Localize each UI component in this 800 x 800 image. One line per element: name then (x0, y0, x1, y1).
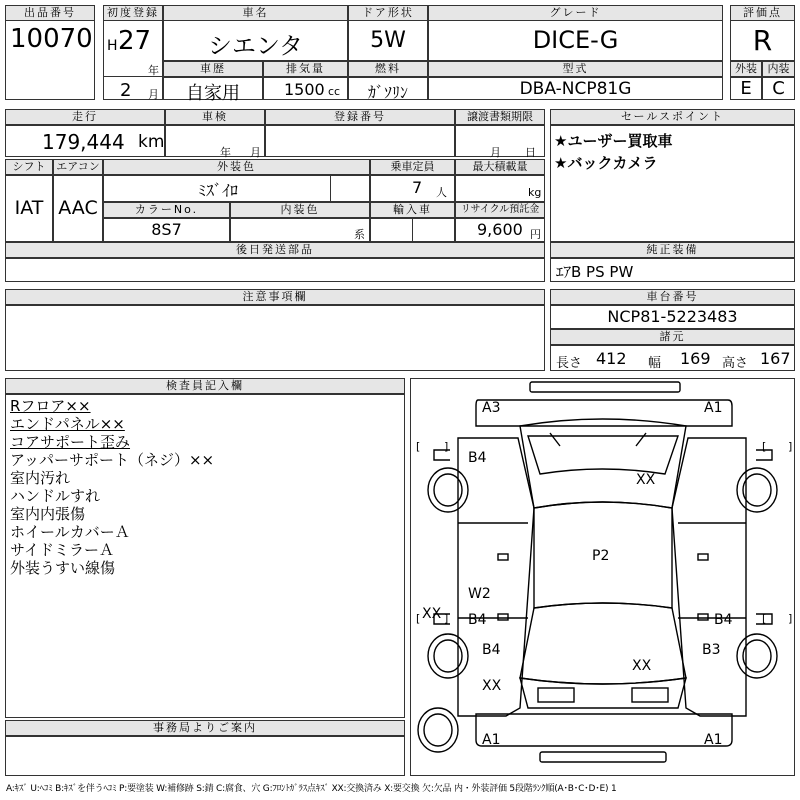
damage-mark-a1-top: A1 (704, 400, 723, 416)
divider (330, 175, 331, 202)
capacity-unit: 人 (436, 186, 447, 199)
shift: IAT (14, 197, 44, 219)
car-name: シエンタ (207, 32, 304, 60)
notes-cell (5, 305, 545, 371)
recycle-label: リサイクル預託金 (455, 202, 545, 218)
import-label: 輸入車 (370, 202, 455, 218)
inspector-notes (10, 397, 214, 577)
year-unit: 年 (148, 64, 159, 77)
front-bumper-outline (476, 400, 732, 426)
svg-text:]: ] (788, 612, 793, 625)
inspection-label: 車検 (165, 109, 265, 125)
insp-year-unit: 年 (220, 146, 231, 159)
legend: A:ｷｽﾞ U:ﾍｺﾐ B:ｷｽﾞを伴うﾍｺﾐ P:要塗装 W:補修跡 S:錆 C:腐食、穴 G:ﾌﾛﾝﾄｶﾞﾗｽ点ｷｽﾞ XX:交換済み X:要交換 欠:欠品 内・外装評価 5段階ﾗﾝｸ順(A･B･C･D･E) 1 (6, 784, 617, 794)
length-label: 長さ (556, 356, 583, 371)
interior-label: 内装 (762, 61, 795, 77)
width: 169 (680, 349, 711, 368)
inspector-note: 外装うすい線傷 (10, 559, 116, 577)
capacity-label: 乗車定員 (370, 159, 455, 175)
grade-label: グレード (428, 5, 723, 21)
int-color-label: 内装色 (230, 202, 370, 218)
exterior-grade: E (740, 78, 752, 99)
wiper-lines (550, 433, 646, 446)
car-damage-diagram (410, 378, 795, 776)
door-label: ドア形状 (348, 5, 428, 21)
lot-label: 出品番号 (5, 5, 95, 21)
shift-label: シフト (5, 159, 53, 175)
color-no: 8S7 (151, 220, 182, 239)
lot-number: 10070 (10, 24, 93, 54)
selling-label: セールスポイント (550, 109, 795, 125)
ac-label: エアコン (53, 159, 103, 175)
damage-mark-a1-br: A1 (704, 732, 723, 748)
width-label: 幅 (648, 356, 662, 371)
history: 自家用 (186, 83, 240, 104)
recycle: 9,600 (477, 220, 523, 239)
transfer-label: 譲渡書類期限 (455, 109, 545, 125)
inspector-note: Rフロア×× (10, 397, 91, 415)
damage-mark-b3: B3 (702, 642, 721, 658)
chassis-label: 車台番号 (550, 289, 795, 305)
damage-mark-xx-hood: XX (636, 472, 656, 488)
exterior-label: 外装 (730, 61, 762, 77)
plate-label: 登録番号 (265, 109, 455, 125)
damage-mark-w2: W2 (468, 586, 491, 602)
displacement-label: 排気量 (263, 61, 348, 77)
recycle-unit: 円 (530, 228, 541, 241)
max-load-label: 最大積載量 (455, 159, 545, 175)
svg-text:[: [ (762, 440, 767, 453)
max-load-unit: kg (528, 186, 542, 199)
ext-color: ﾐｽﾞｲﾛ (197, 181, 238, 200)
inspector-note: サイドミラーＡ (10, 541, 114, 559)
chassis-number: NCP81-5223483 (607, 307, 738, 326)
damage-mark-b4-left-mid: B4 (468, 612, 487, 628)
divider (412, 218, 413, 242)
dims-label: 諸元 (550, 329, 795, 345)
displacement-unit: cc (328, 85, 341, 98)
ac: AAC (58, 197, 98, 219)
inspector-label: 検査員記入欄 (5, 378, 405, 394)
inspector-note: 室内汚れ (10, 469, 71, 487)
damage-mark-b4-left-low: B4 (482, 642, 501, 658)
rear-glass-outline (520, 603, 686, 684)
mileage-unit: km (138, 132, 165, 152)
reg-year: 27 (118, 26, 152, 56)
svg-text:]: ] (444, 440, 449, 453)
month-unit: 月 (148, 88, 159, 101)
genuine-equipment: ｴｱB PS PW (556, 263, 634, 281)
damage-mark-b4-right-mid: B4 (714, 612, 733, 628)
height-label: 高さ (722, 356, 749, 371)
inspector-note: ホイールカバーＡ (10, 523, 130, 541)
office-cell (5, 736, 405, 776)
svg-text:[: [ (416, 440, 421, 453)
first-reg-label: 初度登録 (103, 5, 163, 21)
mileage: 179,444 (42, 130, 125, 154)
damage-mark-xx-left: XX (422, 606, 442, 622)
transfer-month-unit: 月 (490, 146, 501, 159)
door-type: 5W (370, 28, 406, 53)
bottom-strip (540, 752, 666, 762)
damage-mark-a1-bl: A1 (482, 732, 501, 748)
hood-outline (520, 419, 686, 508)
mileage-label: 走行 (5, 109, 165, 125)
score: R (752, 24, 773, 57)
damage-mark-b4-left-top: B4 (468, 450, 487, 466)
score-label: 評価点 (730, 5, 795, 21)
inspector-note: コアサポート歪み (10, 433, 131, 451)
later-parts-label: 後日発送部品 (5, 242, 545, 258)
height: 167 (760, 349, 791, 368)
capacity: 7 (412, 178, 423, 197)
length: 412 (596, 349, 627, 368)
rear-bumper-outline (476, 714, 732, 746)
damage-mark-p2: P2 (592, 548, 610, 564)
fuel: ｶﾞｿﾘﾝ (367, 83, 408, 102)
plate-cell (265, 125, 455, 157)
grade: DICE-G (532, 26, 619, 54)
svg-text:]: ] (444, 612, 449, 625)
damage-mark-a3: A3 (482, 400, 501, 416)
model: DBA-NCP81G (519, 79, 632, 99)
history-label: 車歴 (163, 61, 263, 77)
notes-label: 注意事項欄 (5, 289, 545, 305)
svg-text:[: [ (416, 612, 421, 625)
damage-mark-xx-left-low: XX (482, 678, 502, 694)
inspector-note: エンドパネル×× (10, 415, 125, 433)
int-color-cell (230, 218, 370, 242)
era: H (107, 38, 118, 54)
later-parts-cell (5, 258, 545, 282)
transfer-day-unit: 日 (525, 146, 536, 159)
displacement: 1500 (284, 80, 325, 99)
insp-month-unit: 月 (250, 146, 261, 159)
windshield-outline (528, 436, 678, 474)
ext-color-label: 外装色 (103, 159, 370, 175)
fuel-label: 燃料 (348, 61, 428, 77)
divider (103, 76, 163, 77)
inspector-note: アッパーサポート（ネジ）×× (10, 451, 215, 469)
damage-mark-xx-rear: XX (632, 658, 652, 674)
left-body-outline (458, 438, 534, 716)
right-body-outline (672, 438, 746, 716)
car-name-label: 車名 (163, 5, 348, 21)
svg-text:[: [ (762, 612, 767, 625)
genuine-label: 純正装備 (550, 242, 795, 258)
rear-top-strip (530, 382, 680, 392)
selling-point-2: ★バックカメラ (554, 154, 658, 172)
dims-cell (550, 345, 795, 371)
interior-grade: C (772, 78, 785, 99)
int-color-unit: 系 (354, 228, 365, 241)
model-label: 型式 (428, 61, 723, 77)
svg-text:]: ] (788, 440, 793, 453)
office-label: 事務局よりご案内 (5, 720, 405, 736)
selling-point-1: ★ユーザー買取車 (554, 132, 673, 150)
tailgate-outline (520, 678, 686, 708)
reg-month: 2 (120, 80, 132, 101)
inspector-note: ハンドルすれ (10, 487, 101, 505)
color-no-label: カラーNo. (103, 202, 230, 218)
inspector-note: 室内内張傷 (10, 505, 86, 523)
